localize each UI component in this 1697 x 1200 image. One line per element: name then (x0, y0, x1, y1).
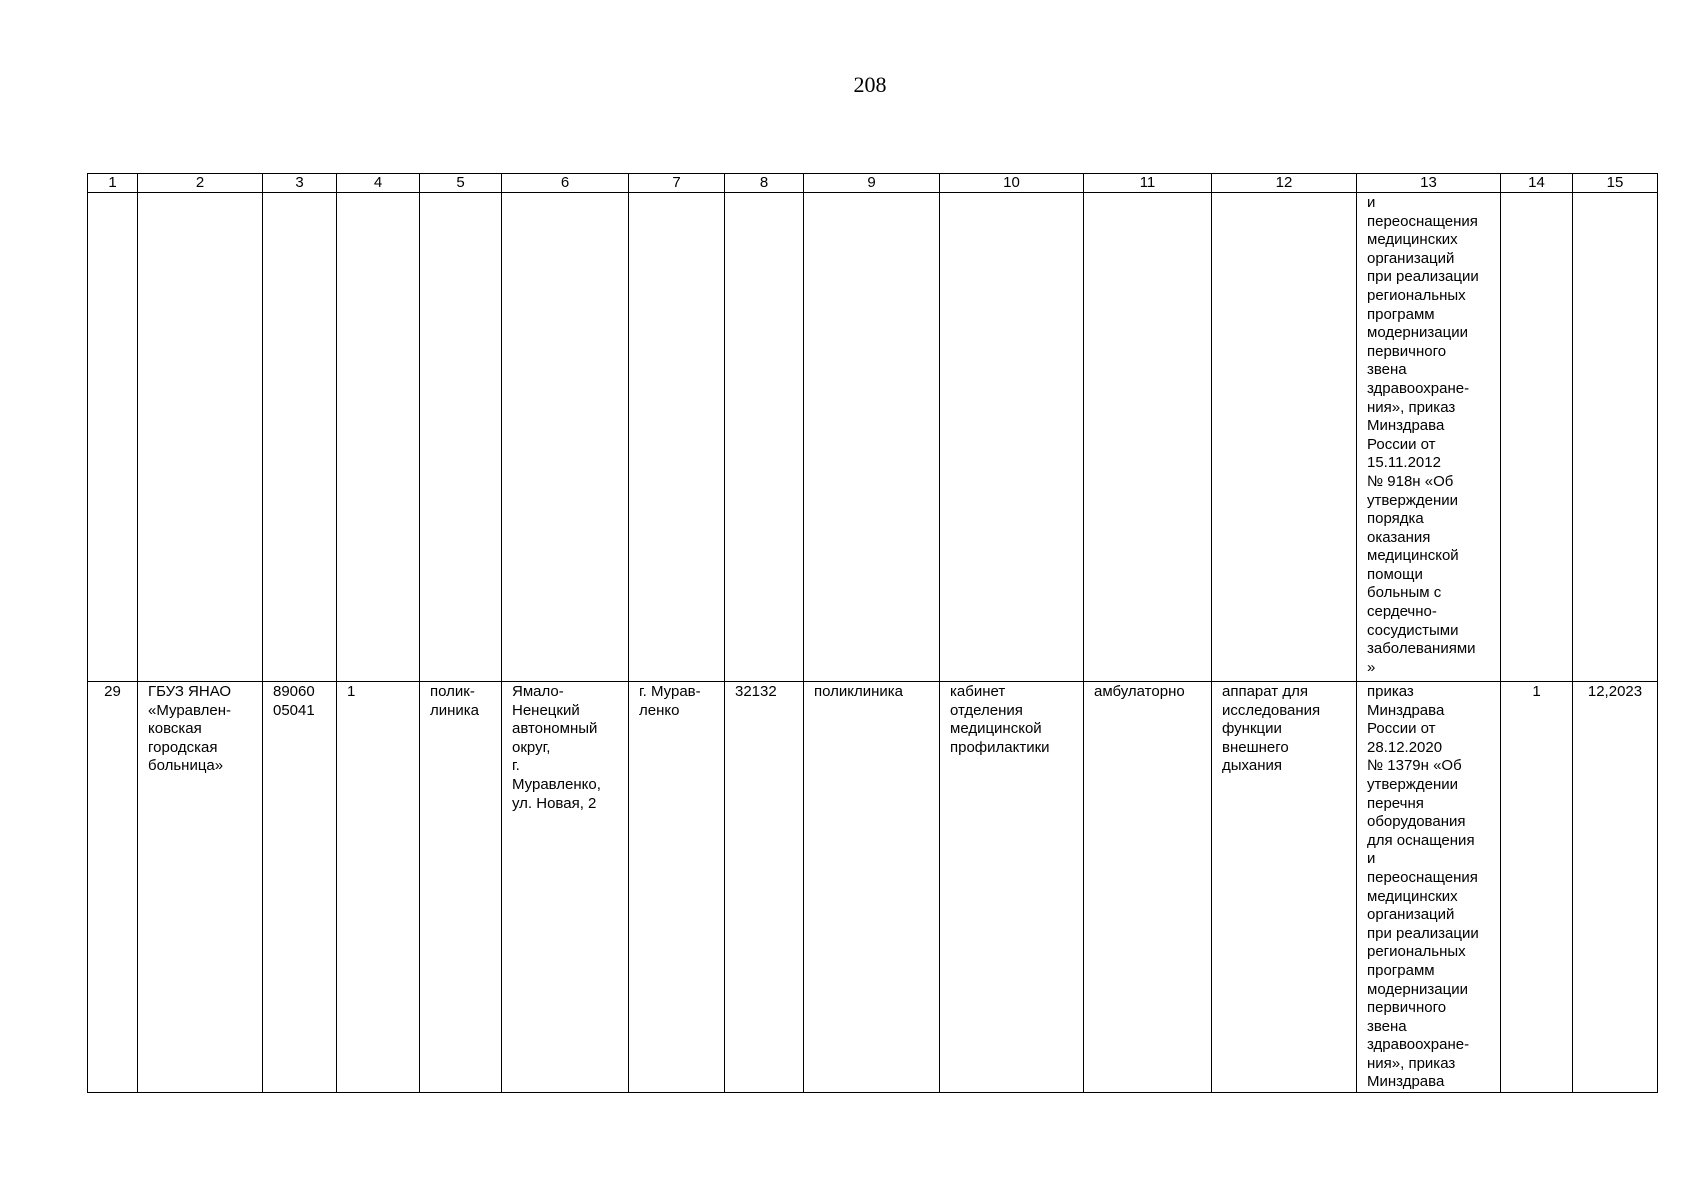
inn-cell: 89060 05041 (263, 682, 337, 1093)
table-cell (1501, 193, 1573, 682)
city-cell: г. Мурав- ленко (629, 682, 725, 1093)
column-header: 13 (1357, 174, 1501, 193)
table-cell (138, 193, 263, 682)
table-cell: полик- линика (420, 682, 502, 1093)
table-cell (420, 193, 502, 682)
address-cell: Ямало- Ненецкий автономный округ, г. Муравленко, ул. Новая, 2 (502, 682, 629, 1093)
column-header: 4 (337, 174, 420, 193)
quantity-cell: 1 (1501, 682, 1573, 1093)
table-cell: и переоснащения медицинских организаций при реализации региональных программ модернизации первичного звена здравоохране- ния», приказ Минздрава России от 15.11.2012 № 918н «Об утверждении порядка оказания медицинской помощи больным с сердечно- сосудистыми заболеваниями » (1357, 193, 1501, 682)
table-cell (1084, 193, 1212, 682)
table-cell (263, 193, 337, 682)
regulation-cell: приказ Минздрава России от 28.12.2020 № 1379н «Об утверждении перечня оборудования для оснащения и переоснащения медицинских организаций при реализации региональных программ модернизации первичного звена здравоохране- ния», приказ Минздрава (1357, 682, 1501, 1093)
page-number: 208 (853, 72, 887, 97)
table-cell (337, 193, 420, 682)
column-header: 12 (1212, 174, 1357, 193)
table-cell: амбулаторно (1084, 682, 1212, 1093)
column-header: 14 (1501, 174, 1573, 193)
column-header: 2 (138, 174, 263, 193)
column-header: 15 (1573, 174, 1658, 193)
column-header: 11 (1084, 174, 1212, 193)
column-header: 9 (804, 174, 940, 193)
column-number-row (88, 174, 1658, 193)
table-cell (1212, 193, 1357, 682)
column-header: 10 (940, 174, 1084, 193)
table-cell: 1 (337, 682, 420, 1093)
table-cell (88, 193, 138, 682)
table-row (88, 682, 1658, 1093)
column-header: 3 (263, 174, 337, 193)
table-cell: кабинет отделения медицинской профилактики (940, 682, 1084, 1093)
column-header: 1 (88, 174, 138, 193)
equipment-cell: аппарат для исследования функции внешнего дыхания (1212, 682, 1357, 1093)
table-cell (804, 193, 940, 682)
equipment-table (87, 173, 1658, 1093)
column-header: 8 (725, 174, 804, 193)
table-cell (725, 193, 804, 682)
table-cell (1573, 193, 1658, 682)
table-cell: 32132 (725, 682, 804, 1093)
column-header: 6 (502, 174, 629, 193)
table-cell (940, 193, 1084, 682)
table-row (88, 193, 1658, 682)
date-cell: 12,2023 (1573, 682, 1658, 1093)
column-header: 7 (629, 174, 725, 193)
table-cell (502, 193, 629, 682)
table-cell (629, 193, 725, 682)
row-number-cell: 29 (88, 682, 138, 1093)
table-cell: поликлиника (804, 682, 940, 1093)
organization-cell: ГБУЗ ЯНАО «Муравлен- ковская городская больница» (138, 682, 263, 1093)
column-header: 5 (420, 174, 502, 193)
